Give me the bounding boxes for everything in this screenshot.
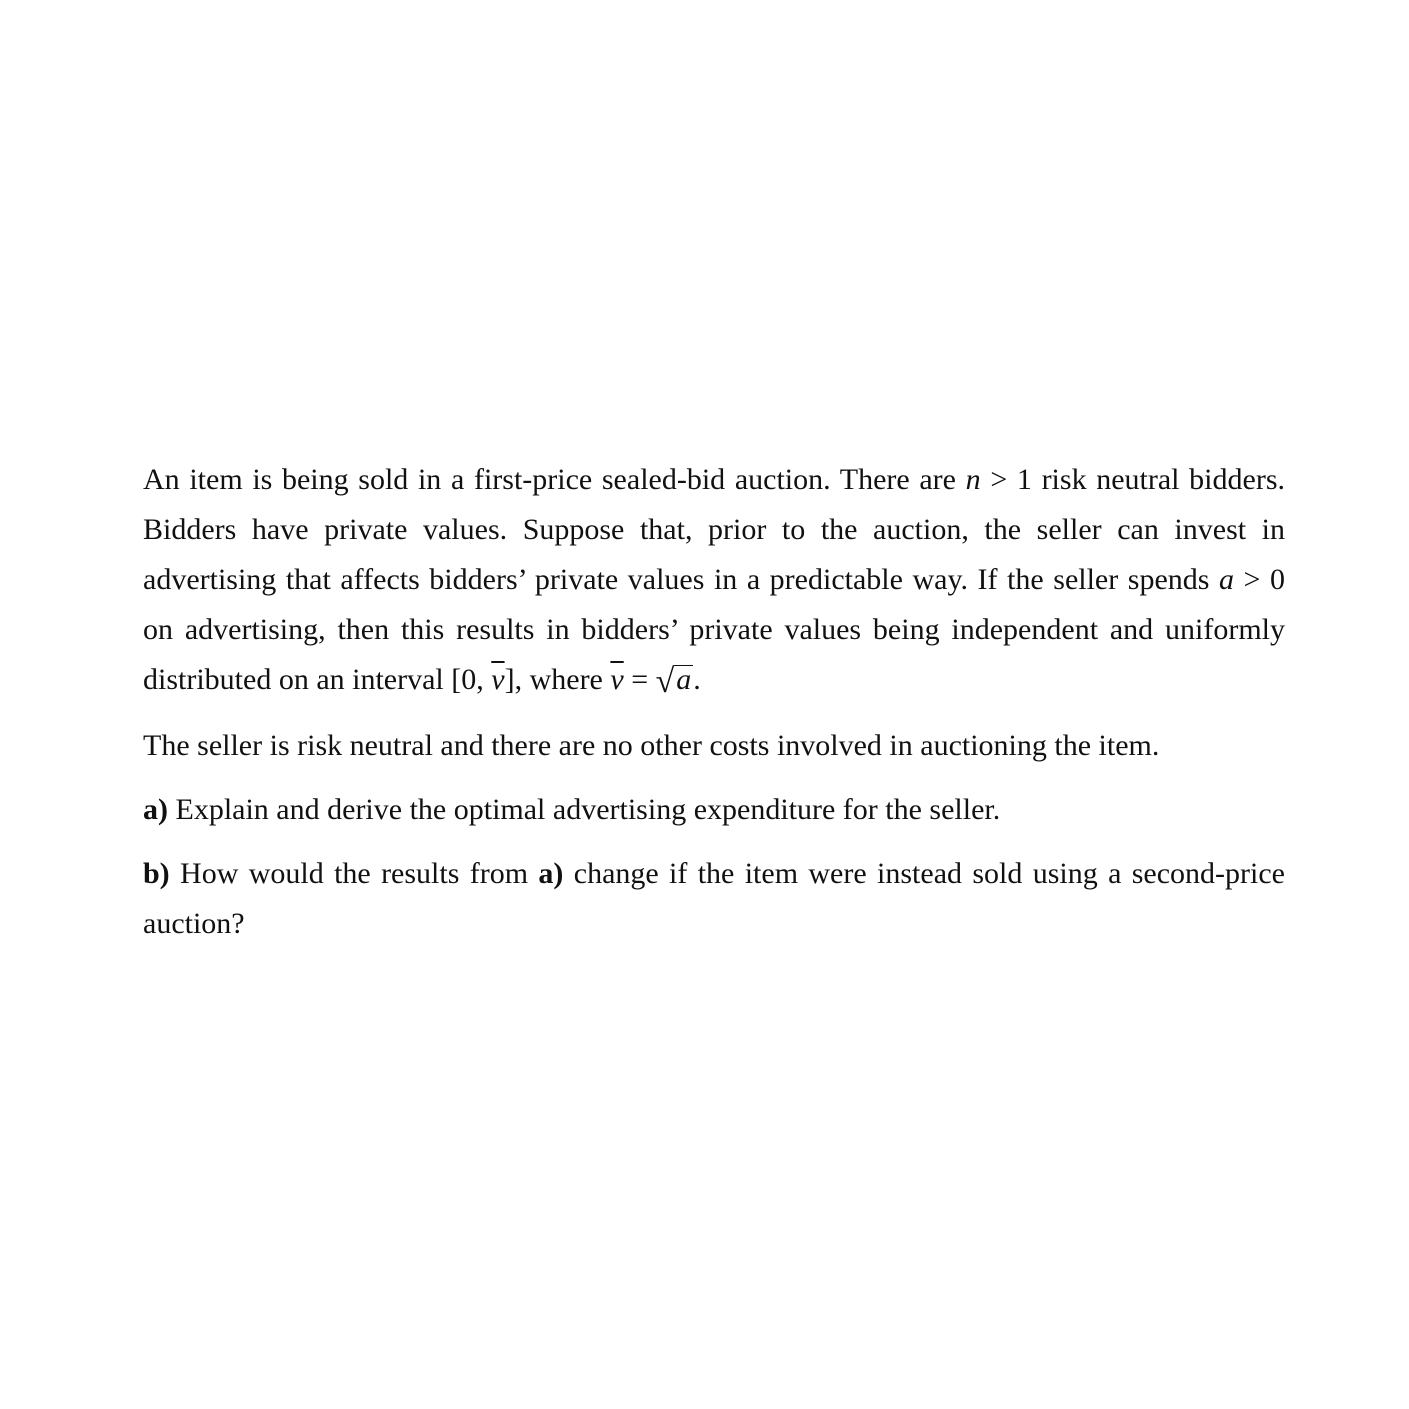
sqrt-argument: a [676, 663, 692, 696]
part-b-text-1: How would the results from [169, 857, 539, 890]
variable-n: n [965, 463, 981, 496]
seller-paragraph: The seller is risk neutral and there are no other costs involved in auctioning the item. [143, 729, 1160, 762]
part-a-text: Explain and derive the optimal advertising expenditure for the seller. [168, 793, 1001, 826]
intro-text-1: An item is being sold in a first-price sealed-bid auction. There are [143, 463, 966, 496]
intro-text-6: . [693, 663, 701, 696]
variable-v-bar-2: $\overline{v}$ [610, 663, 624, 696]
variable-a: a [1218, 563, 1234, 596]
variable-v-bar: $\overline{v}$ [491, 663, 505, 696]
problem-text-block [143, 455, 1285, 949]
part-b-reference: a) [538, 857, 564, 890]
intro-text-3: > 0 on advertising, then this results in bidders’ private values being independent and uniformly distributed on an interval [0, [143, 563, 1285, 696]
intro-paragraph [143, 455, 1285, 707]
sqrt-expression [656, 655, 694, 707]
sqrt-sign: √ [655, 663, 675, 700]
intro-text-2: > 1 risk neutral bidders. Bidders have private values. Suppose that, prior to the auction, the seller can invest in advertising that affects bidders’ private values in a predictable way. If the seller spends [143, 463, 1285, 596]
part-a-paragraph [143, 785, 1285, 835]
part-b-text-2: change if the item were instead sold using a second-price auction? [143, 857, 1285, 940]
intro-text-5: = [623, 663, 656, 696]
intro-text-4: ], where [504, 663, 611, 696]
part-b-label: b) [143, 857, 170, 890]
part-b-paragraph [143, 849, 1285, 949]
part-a-label: a) [143, 793, 168, 826]
